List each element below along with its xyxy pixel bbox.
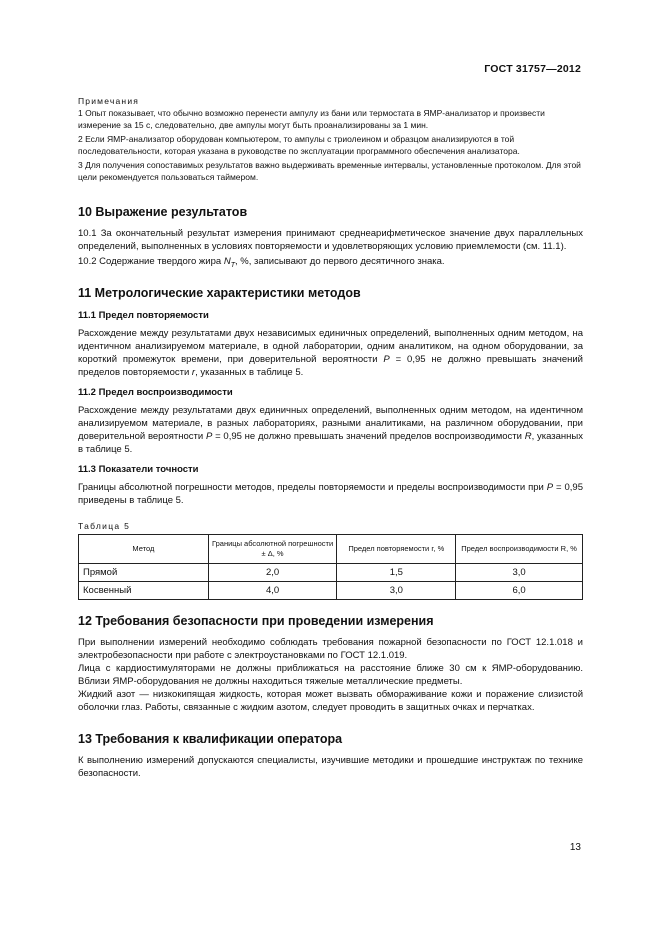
table-header-cell: Предел воспроизводимости R, % (456, 534, 583, 563)
table-row (79, 581, 583, 599)
section-13-title: 13 Требования к квалификации оператора (78, 731, 343, 746)
section-11-3-text (78, 481, 583, 507)
table-cell: 3,0 (456, 563, 583, 581)
table-caption: Таблица 5 (78, 520, 131, 531)
section-12-p2: Лица с кардиостимуляторами не должны приближаться на расстояние ближе 30 см к ЯМР-оборудованию. Вблизи ЯМР-оборудования не должны находиться тяжелые металлические предметы. (78, 662, 583, 687)
s3-text-a: Границы абсолютной погрешности методов, пределы повторяемости и пределы воспроизводимости при (78, 481, 547, 493)
s1-text-c: , указанных в таблице 5. (195, 366, 304, 378)
table-cell: 3,0 (337, 581, 456, 599)
table-header-cell: Метод (79, 534, 209, 563)
table-header-cell: Границы абсолютной погрешности ± Δ, % (208, 534, 337, 563)
s2-text-b: = 0,95 не должно превышать значений пределов воспроизводимости (212, 430, 525, 442)
table-cell: Прямой (79, 563, 209, 581)
table-header-row (79, 534, 583, 563)
section-11-2-text (78, 404, 583, 456)
table-cell: 4,0 (208, 581, 337, 599)
section-11-1-text (78, 327, 583, 379)
table-5 (78, 534, 583, 600)
s2-text-c: , указанных в таблице 5. (78, 430, 583, 455)
s2-text-a: Расхождение между результатами двух единичных определений, выполненных одним методом, на идентичном анализируемом материале, в разных лабораториях, разными аналитиками, на различном оборудовании, при доверительной вероятности (78, 404, 583, 442)
section-12-title: 12 Требования безопасности при проведении измерения (78, 613, 434, 628)
symbol-r: R (524, 430, 532, 442)
document-code: ГОСТ 31757—2012 (484, 63, 581, 75)
s1-text-b: = 0,95 не должно превышать значений пределов повторяемости (78, 353, 583, 378)
symbol-p: P (383, 353, 390, 365)
symbol-p: P (546, 481, 554, 493)
page-content (78, 96, 583, 780)
section-10-2-pre: 10.2 Содержание твердого жира (78, 256, 224, 267)
table-cell: 1,5 (337, 563, 456, 581)
symbol-n-subscript: T (230, 261, 235, 269)
table-cell: 2,0 (208, 563, 337, 581)
table-cell: Косвенный (79, 581, 209, 599)
symbol-p: P (205, 430, 213, 442)
note-1: 1 Опыт показывает, что обычно возможно перенести ампулу из бани или термостата в ЯМР-анализатор и произвести измерение за 15 с, следовательно, две ампулы могут быть проанализированы за 1 мин. (78, 108, 545, 130)
section-11-1-title: 11.1 Предел повторяемости (78, 309, 209, 321)
table-header-cell: Предел повторяемости r, % (337, 534, 456, 563)
section-10-title: 10 Выражение результатов (78, 205, 248, 219)
section-11-3-title: 11.3 Показатели точности (78, 463, 199, 475)
page-number: 13 (569, 842, 581, 853)
section-12-p3: Жидкий азот — низкокипящая жидкость, которая может вызвать обмораживание кожи и поражение слизистой оболочки глаз. Работы, связанные с жидким азотом, следует проводить в защитных очках и перчатках. (78, 688, 583, 713)
table-row (79, 563, 583, 581)
note-3: 3 Для получения сопоставимых результатов важно выдерживать временные интервалы, установленные протоколом. Для этой цели рекомендуется пользоваться таймером. (78, 160, 581, 182)
s1-text-a: Расхождение между результатами двух независимых единичных определений, выполненных одним методом, на идентичном анализируемом материале, в одной лаборатории, одним аналитиком, на одном оборудовании, за короткий промежуток времени, при доверительной вероятности (78, 327, 583, 365)
symbol-r: r (191, 366, 196, 378)
notes-heading: Примечания (78, 96, 140, 106)
section-10-1-text: 10.1 За окончательный результат измерения принимают среднеарифметическое значение двух параллельных определений, выполненных в условиях повторяемости и удовлетворяющих условию приемлемости (см. 11.1). (78, 228, 583, 252)
note-2: 2 Если ЯМР-анализатор оборудован компьютером, то ампулы с триолеином и образцом анализируются в той последовательности, которая указана в руководстве по эксплуатации программного обеспечения анализатора. (78, 134, 520, 156)
table-cell: 6,0 (456, 581, 583, 599)
symbol-n: N (223, 256, 231, 267)
section-12-p1: При выполнении измерений необходимо соблюдать требования пожарной безопасности по ГОСТ 12.1.018 и электробезопасности при работе с электроустановками по ГОСТ 12.1.019. (78, 636, 583, 661)
section-13-p1: К выполнению измерений допускаются специалисты, изучившие методики и прошедшие инструктаж по технике безопасности. (78, 754, 583, 779)
section-11-2-title: 11.2 Предел воспроизводимости (78, 386, 233, 398)
s3-text-b: = 0,95 приведены в таблице 5. (78, 481, 583, 506)
section-10-2-text (78, 255, 583, 272)
section-11-title: 11 Метрологические характеристики методов (78, 285, 361, 300)
section-10-2-post: , %, записывают до первого десятичного знака. (234, 256, 445, 267)
